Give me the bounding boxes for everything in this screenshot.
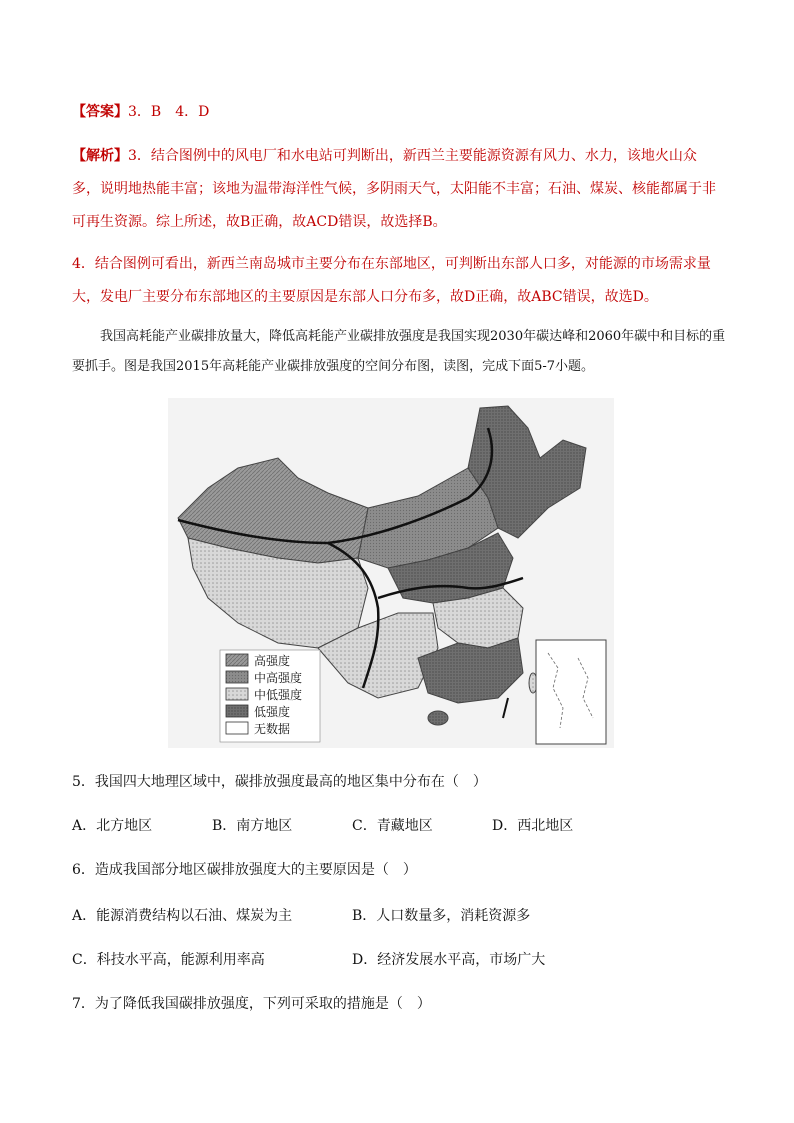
- legend-label-high: 高强度: [254, 654, 291, 668]
- question-6-option-a: A．能源消费结构以石油、煤炭为主: [72, 908, 293, 924]
- question-6-option-d: D．经济发展水平高，市场广大: [352, 952, 546, 968]
- legend-swatch-no-data: [226, 722, 248, 734]
- question-6-option-b: B．人口数量多，消耗资源多: [352, 908, 531, 924]
- analysis-p1-text: 3．结合图例中的风电厂和水电站可判断出，新西兰主要能源资源有风力、水力，该地火山众多，说明地热能丰富；该地为温带海洋性气候，多阴雨天气，太阳能不丰富；石油、煤炭、核能都属于非可再生资源。综上所述，故B正确，故ACD错误，故选择B。: [72, 148, 716, 230]
- legend-item-mid-low: [226, 687, 302, 702]
- legend-swatch-mid-high: [226, 671, 248, 683]
- analysis-p2-text: 4．结合图例可看出，新西兰南岛城市主要分布在东部地区，可判断出东部人口多，对能源的市场需求量大，发电厂主要分布东部地区的主要原因是东部人口分布多，故D正确，故ABC错误，故选D。: [72, 256, 711, 305]
- legend-item-high: [226, 653, 290, 668]
- map-svg: [168, 398, 614, 748]
- legend-item-mid-high: [226, 670, 302, 685]
- map-legend: [220, 650, 320, 742]
- material-intro: 我国高耗能产业碳排放量大，降低高耗能产业碳排放强度是我国实现2030年碳达峰和2060年碳中和目标的重要抓手。图是我国2015年高耗能产业碳排放强度的空间分布图，读图，完成下面5-7小题。: [72, 329, 726, 374]
- south-china-sea-inset: [536, 640, 606, 744]
- analysis-paragraph-1: [72, 140, 722, 239]
- answer-text: 3．B 4．D: [128, 104, 210, 120]
- legend-label-no-data: 无数据: [254, 722, 291, 736]
- question-5-option-c: C．青藏地区: [352, 818, 433, 834]
- answer-bracket: 【答案】: [72, 104, 128, 120]
- legend-swatch-mid-low: [226, 688, 248, 700]
- question-5-option-a: A．北方地区: [72, 818, 153, 834]
- region-hainan: [428, 711, 448, 725]
- question-5-option-d: D．西北地区: [492, 818, 574, 834]
- analysis-bracket: 【解析】: [72, 148, 128, 164]
- legend-swatch-high: [226, 654, 248, 666]
- legend-label-mid-low: 中低强度: [254, 688, 303, 702]
- question-6-option-c: C．科技水平高，能源利用率高: [72, 952, 265, 968]
- legend-item-low: [226, 704, 290, 719]
- china-carbon-intensity-map: [168, 398, 614, 748]
- legend-label-mid-high: 中高强度: [254, 671, 303, 685]
- legend-item-no-data: [226, 721, 290, 736]
- question-5-option-b: B．南方地区: [212, 818, 293, 834]
- analysis-paragraph-2: [72, 248, 722, 314]
- legend-label-low: 低强度: [254, 705, 291, 719]
- question-7-stem: 7．为了降低我国碳排放强度，下列可采取的措施是（ ）: [72, 996, 431, 1012]
- answer-line: [72, 96, 722, 129]
- question-5-stem: 5．我国四大地理区域中，碳排放强度最高的地区集中分布在（ ）: [72, 774, 487, 790]
- legend-swatch-low: [226, 705, 248, 717]
- question-6-stem: 6．造成我国部分地区碳排放强度大的主要原因是（ ）: [72, 862, 417, 878]
